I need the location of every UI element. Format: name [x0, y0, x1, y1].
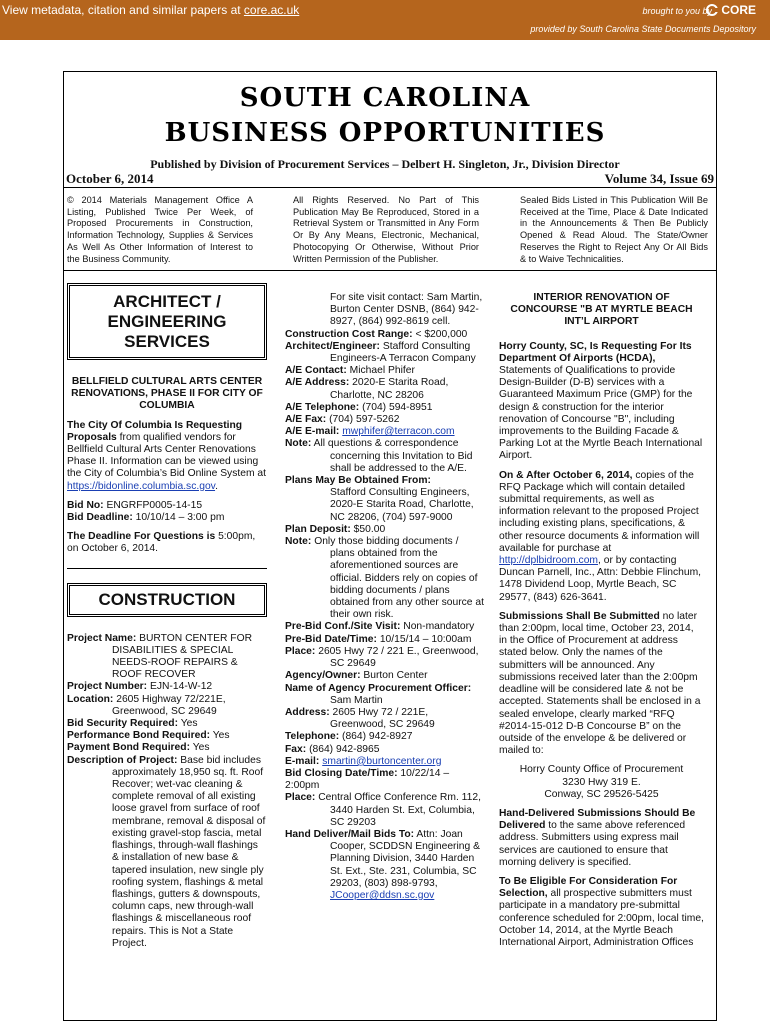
- description: Base bid includes approximately 18,950 sq. ft. Roof Recover; wet-vac cleaning & complete removal of all existing loose gravel from surface of roof membrane, removal & disposal of existing gravel-stop fascia, metal flashings, through-wall flashings & installation of new base & tapered insulation, new single ply roofing system, flashings & metal flashings, gutters & downspouts, column caps, new through-wall flashings & miscellaneous roof repairs. This is Not a State Project.: [112, 754, 266, 949]
- ae-telephone-label: A/E Telephone:: [285, 401, 360, 413]
- metadata-text: View metadata, citation and similar papers at: [2, 3, 241, 17]
- fax-field: [285, 744, 485, 756]
- note-label: Note:: [285, 438, 312, 450]
- performance-bond: Yes: [212, 730, 230, 742]
- airport-text-2-tail: , or by contacting Duncan Parnell, Inc., Attn: Debbie Flinchum, 1478 Dividend Loop, Myrtle Beach, SC 29577, (843) 626-3641.: [499, 555, 702, 603]
- ae-email-field: [285, 426, 485, 438]
- issue-volume: Volume 34, Issue 69: [604, 171, 714, 186]
- bid-deadline-label: Bid Deadline:: [67, 512, 133, 524]
- prebid-datetime-label: Pre-Bid Date/Time:: [285, 633, 377, 645]
- provided-by-line: [530, 24, 756, 34]
- plans-label-text: Plans May Be Obtained From:: [285, 475, 431, 487]
- address-line-1: Horry County Office of Procurement: [519, 764, 684, 776]
- address-line-2: 3230 Hwy 319 E.: [562, 776, 641, 788]
- address: 2605 Hwy 72 / 221E, Greenwood, SC 29649: [330, 706, 435, 731]
- published-by: Published by Division of Procurement Services – Delbert H. Singleton, Jr., Division Director: [150, 157, 620, 171]
- telephone-field: [285, 731, 485, 743]
- airport-paragraph-5: [499, 876, 704, 949]
- plans-source: Stafford Consulting Engineers, 2020-E Starita Road, Charlotte, NC 28206, (704) 597-9000: [330, 487, 474, 523]
- bid-no: ENGRFP0005-14-15: [106, 499, 203, 511]
- bid-security-label: Bid Security Required:: [67, 718, 178, 730]
- intro-rule: [63, 270, 717, 271]
- project-number-field: [67, 681, 267, 693]
- ae-telephone: (704) 594-8951: [362, 401, 433, 413]
- closing-field: [285, 768, 485, 792]
- note-documents: [285, 536, 485, 621]
- airport-paragraph-3: [499, 611, 704, 757]
- bellfield-paragraph: The City Of Columbia Is Requesting Proposals from qualified vendors for Bellfield Cultural Arts Center Renovations Phase II. Information can be viewed using the City of Columbia’s Bid Online System at https://bidonline.columbia.sc.gov.: [67, 419, 266, 492]
- prebid-place: 2605 Hwy 72 / 221 E., Greenwood, SC 29649: [318, 645, 479, 670]
- architect-engineer: Stafford Consulting Engineers-A Terracon Company: [330, 340, 476, 365]
- hand-deliver-email-link[interactable]: JCooper@ddsn.sc.gov: [330, 889, 435, 901]
- hand-deliver: Attn: Joan Cooper, SCDDSN Engineering & Planning Division, 3440 Harden St. Ext., Ste. 231, Columbia, SC 29203, (803) 898-9793,: [330, 828, 480, 889]
- questions-deadline-label: The Deadline For Questions is: [67, 531, 216, 543]
- masthead-line-2: BUSINESS OPPORTUNITIES: [164, 118, 606, 148]
- description-label: Description of Project:: [67, 754, 178, 766]
- ae-address: 2020-E Starita Road, Charlotte, NC 28206: [330, 377, 449, 401]
- address-line-3: Conway, SC 29526-5425: [544, 788, 659, 800]
- prebid-place-field: [285, 646, 485, 670]
- email-field: [285, 756, 485, 768]
- project-name-field: [67, 633, 267, 682]
- masthead-line-1: SOUTH CAROLINA: [239, 83, 531, 113]
- location-field: [67, 694, 267, 718]
- metadata-line: [2, 3, 299, 17]
- ae-contact: Michael Phifer: [349, 365, 415, 377]
- bidonline-link[interactable]: https://bidonline.columbia.sc.gov: [67, 480, 216, 492]
- questions-deadline-value: 5:00pm, on October 6, 2014.: [67, 531, 256, 555]
- bellfield-body: from qualified vendors for Bellfield Cultural Arts Center Renovations Phase II. Information can be viewed using the City of Columbia’s Bid Online System at: [67, 431, 266, 480]
- airport-text-2: copies of the RFQ Package which will contain detailed submittal requirements, as well as information relevant to the proposed Project including existing plans, specifications, & other resource documents & information will available for purchase at: [499, 469, 700, 554]
- procurement-officer-label-text: Name of Agency Procurement Officer:: [285, 682, 472, 694]
- airport-paragraph-4: [499, 808, 704, 869]
- cost: < $200,000: [415, 328, 468, 340]
- note-label: Note:: [285, 536, 312, 548]
- plans-label: [285, 475, 485, 487]
- cost-field: [285, 329, 485, 341]
- project-number: EJN-14-W-12: [149, 681, 213, 693]
- core-banner: [0, 0, 770, 40]
- airport-lead-5: To Be Eligible For Consideration For Selection,: [499, 875, 678, 900]
- prebid-datetime: 10/15/14 – 10:00am: [379, 633, 472, 645]
- airport-text-3: no later than 2:00pm, local time, October 23, 2014, in the Office of Procurement at address stated below. Only the names of the submitters will be announced. Any submissions received later than the 2:00pm deadline will be considered late & not be accepted. Statements shall be enclosed in a sealed envelope, clearly marked “RFQ #2014-15-012 D-B Concourse B” on the outside of the envelope & be delivered or mailed to:: [499, 610, 701, 757]
- prebid-datetime-field: [285, 634, 485, 646]
- procurement-officer: Sam Martin: [330, 694, 383, 706]
- telephone: (864) 942-8927: [342, 731, 413, 743]
- note-documents-text: Only those bidding documents / plans obtained from the aforementioned sources are official. Bidders rely on copies of bidding documents / plans obtained from any other source at their own risk.: [314, 536, 484, 621]
- procurement-address: [499, 764, 704, 801]
- payment-bond-field: [67, 742, 267, 754]
- brought-to-you-text: brought to you by: [642, 6, 712, 16]
- core-link[interactable]: core.ac.uk: [243, 3, 300, 17]
- bid-deadline: 10/10/14 – 3:00 pm: [135, 512, 225, 524]
- payment-bond-label: Payment Bond Required:: [67, 742, 191, 754]
- core-logo-icon: [706, 4, 718, 16]
- telephone-label: Telephone:: [285, 731, 340, 743]
- intro-sealed-bids: Sealed Bids Listed in This Publication Will Be Received at the Time, Place & Date Indicated in the Announcements & Then Be Publicly Opened & Read Aloud. The State/Owner Reserves the Right to Reject Any Or All Bids & to Waive Technicalities.: [520, 195, 708, 264]
- agency-label: Agency/Owner:: [285, 670, 361, 682]
- note-questions: [285, 438, 485, 475]
- ae-fax-field: [285, 414, 485, 426]
- ae-address-label: A/E Address:: [285, 377, 350, 389]
- section-divider: [67, 568, 267, 569]
- ae-telephone-field: [285, 402, 485, 414]
- hand-deliver-field: [285, 829, 485, 902]
- address-label: Address:: [285, 706, 330, 718]
- agency: Burton Center: [363, 670, 428, 682]
- ae-fax-label: A/E Fax:: [285, 414, 327, 426]
- middle-column: [285, 292, 485, 902]
- procurement-officer-label: [285, 683, 485, 695]
- ae-email-link[interactable]: mwphifer@terracon.com: [342, 426, 455, 438]
- project-number-label: Project Number:: [67, 681, 148, 693]
- closing-label: Bid Closing Date/Time:: [285, 767, 398, 779]
- provided-source[interactable]: South Carolina State Documents Depository: [579, 24, 756, 34]
- closing: 10/22/14 – 2:00pm: [285, 767, 450, 792]
- bellfield-title: BELLFIELD CULTURAL ARTS CENTER RENOVATIONS, PHASE II FOR CITY OF COLUMBIA: [71, 376, 263, 412]
- plan-deposit-label: Plan Deposit:: [285, 523, 351, 535]
- architect-engineer-field: [285, 341, 485, 365]
- right-column: [499, 292, 704, 956]
- plan-deposit-field: [285, 524, 485, 536]
- email-label: E-mail:: [285, 755, 320, 767]
- airport-text-4: to the same above referenced address. Submitters using express mail services are cautioned to ensure that morning delivery is specified.: [499, 820, 686, 868]
- airport-lead-3: Submissions Shall Be Submitted: [499, 610, 660, 622]
- performance-bond-field: [67, 730, 267, 742]
- provided-prefix: provided by: [530, 24, 577, 34]
- bid-security: Yes: [180, 718, 198, 730]
- core-label: CORE: [721, 3, 756, 17]
- description-field: [67, 755, 267, 950]
- airport-paragraph-2: [499, 470, 704, 604]
- fax: (864) 942-8965: [309, 743, 380, 755]
- airport-lead-2: On & After October 6, 2014,: [499, 469, 633, 481]
- closing-place-field: [285, 792, 485, 829]
- note-questions-text: All questions & correspondence concerning this Invitation to Bid shall be addressed to the A/E.: [313, 438, 473, 474]
- dplbidroom-link[interactable]: http://dplbidroom.com: [499, 555, 599, 567]
- location: 2605 Highway 72/221E, Greenwood, SC 29649: [112, 693, 226, 717]
- ae-contact-label: A/E Contact:: [285, 365, 347, 377]
- bid-security-field: [67, 718, 267, 730]
- hand-deliver-label: Hand Deliver/Mail Bids To:: [285, 828, 415, 840]
- intro-rights: All Rights Reserved. No Part of This Publication May Be Reproduced, Stored in a Retrieval System or Transmitted in Any Form Or By Any Means, Electronic, Mechanical, Photocopying Or Otherwise, Without Prior Written Permission of the Publisher.: [293, 195, 479, 264]
- performance-bond-label: Performance Bond Required:: [67, 730, 211, 742]
- site-visit: For site visit contact: Sam Martin, Burton Center DSNB, (864) 942-8927, (864) 992-8619 cell.: [330, 292, 483, 328]
- header-rule: [63, 187, 717, 188]
- ae-address-field: [285, 377, 485, 401]
- left-column: [67, 283, 267, 950]
- project-name-label: Project Name:: [67, 632, 137, 644]
- address-field: [285, 707, 485, 731]
- architect-engineer-label: Architect/Engineer:: [285, 340, 380, 352]
- issue-date: October 6, 2014: [66, 171, 154, 186]
- bid-info: [67, 500, 267, 524]
- prebid-conf-label: Pre-Bid Conf./Site Visit:: [285, 621, 401, 633]
- airport-heading: INTERIOR RENOVATION OF CONCOURSE "B AT MYRTLE BEACH INT’L AIRPORT: [510, 292, 693, 328]
- airport-lead-1: Horry County, SC, Is Requesting For Its Department Of Airports (HCDA),: [499, 340, 692, 364]
- plan-deposit: $50.00: [353, 523, 386, 535]
- bellfield-lead: The City Of Columbia Is Requesting Proposals: [67, 419, 243, 443]
- ae-email-label: A/E E-mail:: [285, 426, 340, 438]
- fax-label: Fax:: [285, 743, 307, 755]
- prebid-conf: Non-mandatory: [403, 621, 475, 633]
- agency-field: [285, 670, 485, 682]
- place-label: Place:: [285, 645, 316, 657]
- payment-bond: Yes: [192, 742, 210, 754]
- core-logo[interactable]: [706, 3, 756, 17]
- airport-paragraph-1: [499, 341, 704, 463]
- airport-text-1: Statements of Qualifications to provide Design-Builder (D-B) services with a Guaranteed Maximum Price (GMP) for the design & construction for the interior renovation of Concourse "B", including improvements to the Building Facade & Parking Lot at the Myrtle Beach International Airport.: [499, 365, 703, 462]
- prebid-conf-field: [285, 621, 485, 633]
- architect-engineering-heading: ARCHITECT / ENGINEERING SERVICES: [67, 283, 267, 360]
- project-name: BURTON CENTER FOR DISABILITIES & SPECIAL NEEDS-ROOF REPAIRS & ROOF RECOVER: [112, 632, 253, 681]
- airport-lead-4: Hand-Delivered Submissions Should Be Delivered: [499, 807, 696, 832]
- cost-label: Construction Cost Range:: [285, 328, 413, 340]
- bid-no-label: Bid No:: [67, 499, 104, 511]
- email-link[interactable]: smartin@burtoncenter.org: [322, 755, 442, 767]
- location-label: Location:: [67, 693, 114, 705]
- closing-place: Central Office Conference Rm. 112, 3440 Harden St. Ext, Columbia, SC 29203: [318, 792, 481, 828]
- ae-contact-field: [285, 365, 485, 377]
- ae-fax: (704) 597-5262: [329, 414, 400, 426]
- intro-copyright: © 2014 Materials Management Office A Listing, Published Twice Per Week, of Proposed Procurements in Construction, Information Technology, Supplies & Services As Well As Other Information of Interest to the Business Community.: [67, 195, 253, 264]
- place-label: Place:: [285, 792, 316, 804]
- questions-deadline: [67, 531, 267, 555]
- construction-heading: CONSTRUCTION: [67, 583, 267, 617]
- airport-text-5: all prospective submitters must participate in a mandatory pre-submittal conference scheduled for 2:00pm, local time, October 14, 2014, at the Myrtle Beach International Airport, Administration Offices: [499, 888, 704, 948]
